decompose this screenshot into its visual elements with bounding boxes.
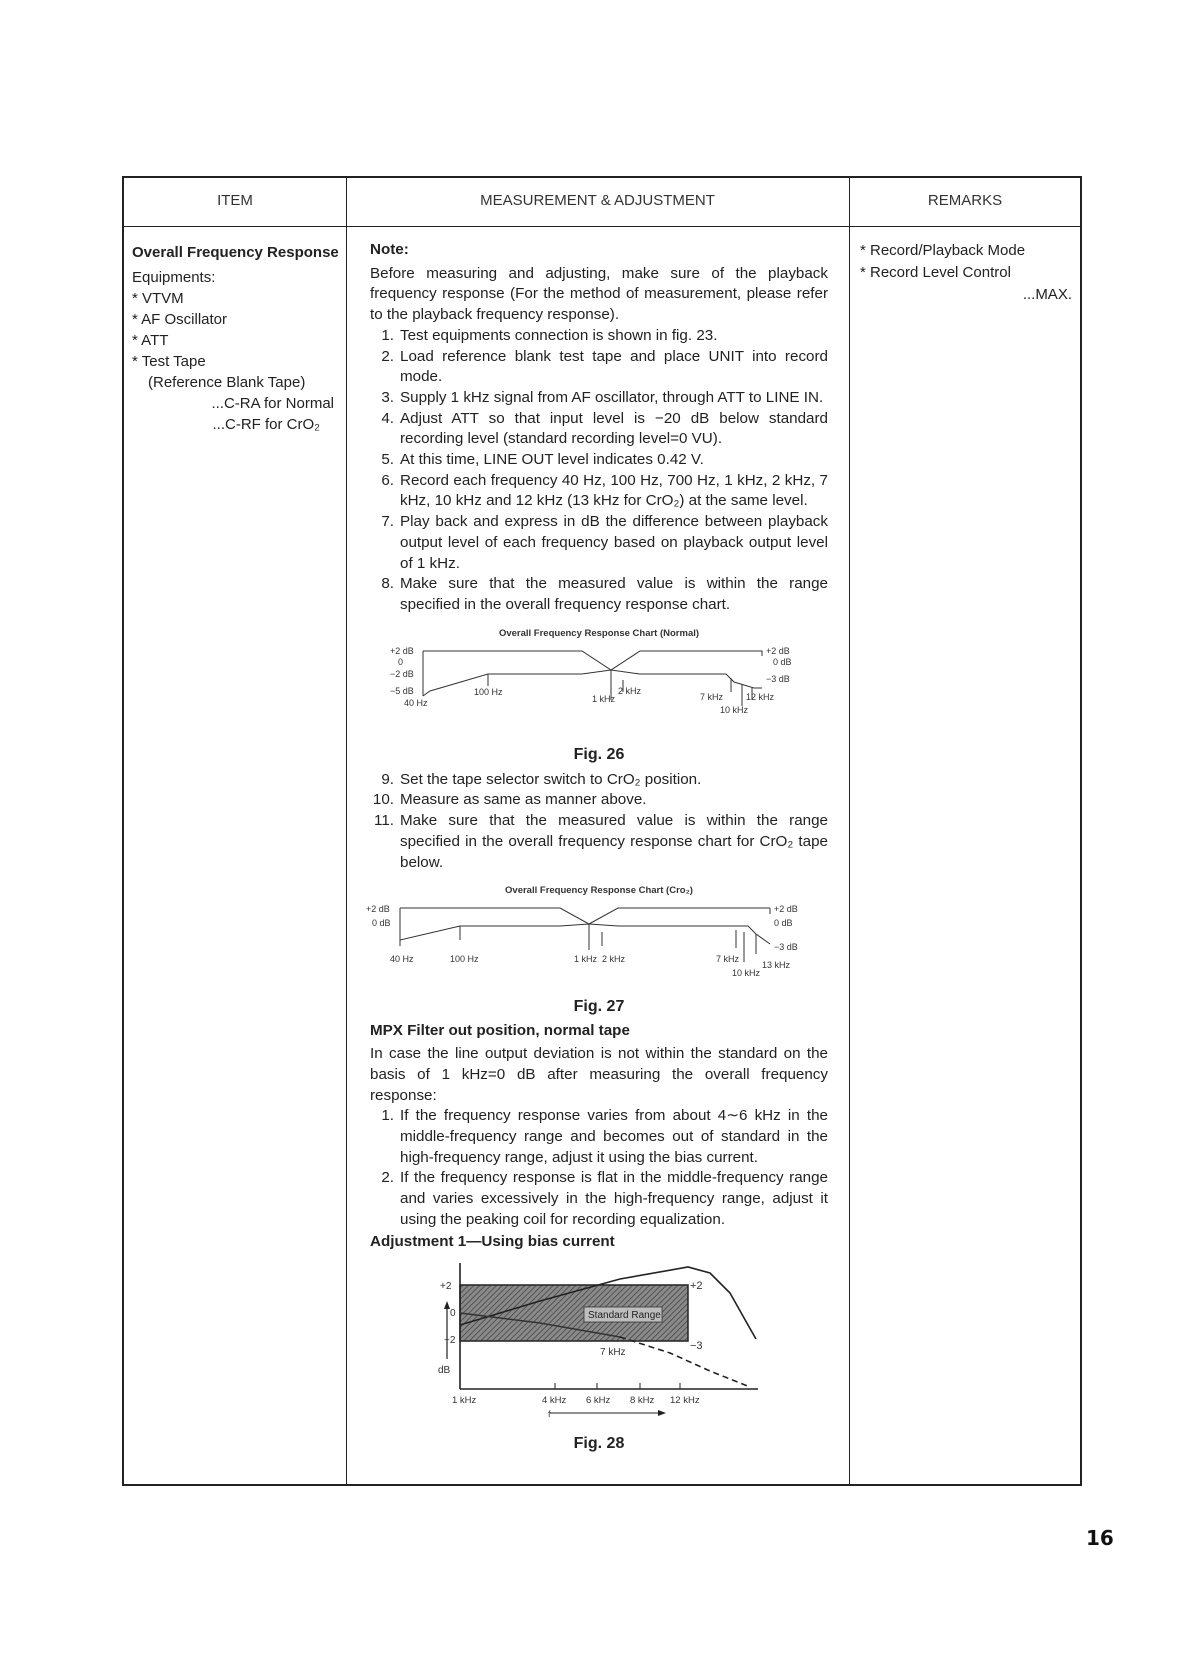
fig27-left-label: +2 dB (366, 903, 390, 914)
header-remarks: REMARKS (927, 192, 1003, 209)
step-text: At this time, LINE OUT level indicates 0.42 V. (400, 451, 704, 469)
equipment-item: * VTVM (132, 290, 184, 307)
fig28-y-unit: dB (438, 1365, 451, 1377)
step-number: 1. (381, 326, 394, 344)
list-item (370, 770, 828, 791)
fig28-caption: Fig. 28 (573, 1434, 625, 1452)
fig26-left-label: 0 (398, 657, 404, 668)
item-column (132, 242, 342, 435)
fig27-freq-label: 10 kHz (732, 967, 761, 978)
fig27-right-label: 0 dB (774, 917, 793, 928)
equipment-item: * ATT (132, 332, 169, 349)
steps-list-a (370, 326, 828, 616)
fig26-right-label: 0 dB (773, 657, 792, 668)
fig26-chart (370, 644, 828, 736)
fig26-freq-label: 7 kHz (700, 692, 724, 703)
step-number: 4. (381, 409, 394, 427)
step-number: 6. (381, 471, 394, 489)
column-divider (346, 178, 347, 1484)
note-label: Note: (370, 241, 409, 258)
fig28-x-label: 12 kHz (670, 1395, 700, 1407)
step-text: Make sure that the measured value is within the range specified in the overall frequency response chart for CrO₂ tape below. (400, 812, 828, 871)
fig28-y-label: −2 (444, 1335, 456, 1347)
fig26-upper-limit (423, 651, 762, 670)
step-text: Load reference blank test tape and place UNIT into record mode. (400, 347, 828, 386)
equipment-item: * AF Oscillator (132, 311, 228, 328)
fig28-y-label: +2 (440, 1281, 452, 1293)
tape-normal: ...C-RA for Normal (211, 395, 334, 412)
column-divider (849, 178, 850, 1484)
fig27-left-label: 0 dB (372, 917, 391, 928)
mpx-title: MPX Filter out position, normal tape (370, 1022, 630, 1040)
fig26-caption: Fig. 26 (573, 746, 625, 764)
steps-list-b (370, 770, 828, 874)
header-item: ITEM (217, 192, 253, 209)
fig28-x-label: 4 kHz (542, 1395, 567, 1407)
list-item (370, 450, 828, 471)
fig27-right-label: −3 dB (774, 941, 798, 952)
header-measurement: MEASUREMENT & ADJUSTMENT (480, 192, 715, 209)
fig27-chart (366, 902, 828, 988)
fig28-right-label: −3 (690, 1340, 703, 1353)
list-item (370, 388, 828, 409)
fig27-lower-limit (400, 924, 770, 946)
steps-list-c (370, 1106, 828, 1230)
remark-max: ...MAX. (1022, 286, 1072, 303)
step-number: 9. (381, 770, 394, 788)
fig28-x-label: 8 kHz (630, 1395, 655, 1407)
mpx-intro: In case the line output deviation is not within the standard on the basis of 1 kHz=0 dB after measuring the overall frequency response: (370, 1045, 828, 1104)
tape-note: (Reference Blank Tape) (148, 374, 306, 391)
list-item (370, 409, 828, 450)
step-number: 8. (381, 575, 394, 593)
fig26-right-label: −3 dB (766, 674, 790, 685)
fig26-left-label: +2 dB (390, 646, 414, 657)
fig27-freq-label: 7 kHz (716, 953, 740, 964)
fig27-right-label: +2 dB (774, 903, 798, 914)
fig26-freq-label: 100 Hz (474, 687, 503, 698)
step-number: 1. (381, 1107, 394, 1125)
intro-paragraph: Before measuring and adjusting, make sure of the playback frequency response (For the method of measurement, please refer to the playback frequency response). (370, 264, 828, 324)
page-number: 16 (1086, 1526, 1114, 1550)
fig27-freq-label: 1 kHz (574, 953, 598, 964)
step-text: Set the tape selector switch to CrO₂ position. (400, 770, 702, 788)
fig26-left-label: −5 dB (390, 686, 414, 697)
fig26-freq-label: 12 kHz (746, 692, 775, 703)
fig27-caption: Fig. 27 (573, 997, 625, 1015)
step-text: Adjust ATT so that input level is −20 dB below standard recording level (standard recording level=0 VU). (400, 409, 828, 448)
step-text: If the frequency response is flat in the middle-frequency range and varies excessively in the high-frequency range, adjust it using the peaking coil for recording equalization. (400, 1169, 828, 1228)
step-text: Make sure that the measured value is within the range specified in the overall frequency response chart. (400, 575, 828, 613)
list-item (370, 574, 828, 615)
fig26-left-label: −2 dB (390, 669, 414, 680)
step-number: 2. (381, 1169, 394, 1187)
measurement-column (366, 240, 828, 1459)
step-number: 7. (381, 513, 394, 531)
fig26-right-label: +2 dB (766, 646, 790, 657)
fig28-response-curve-dashed (620, 1337, 750, 1387)
remarks-column (860, 240, 1072, 306)
step-number: 5. (381, 451, 394, 469)
fig26-title: Overall Frequency Response Chart (Normal) (498, 627, 700, 639)
fig27-freq-label: 40 Hz (390, 953, 414, 964)
step-text: Test equipments connection is shown in fig. 23. (400, 326, 718, 344)
list-item (370, 512, 828, 574)
fig28-marker-label: 7 kHz (600, 1347, 626, 1359)
step-text: Supply 1 kHz signal from AF oscillator, through ATT to LINE IN. (400, 388, 824, 406)
equipments-label: Equipments: (132, 269, 216, 286)
fig28-chart (370, 1253, 828, 1425)
step-text: Measure as same as manner above. (400, 791, 647, 809)
remark-line: * Record Level Control (860, 264, 1011, 281)
list-item (370, 1106, 828, 1168)
fig26-freq-label: 2 kHz (618, 686, 642, 697)
step-text: Play back and express in dB the difference between playback output level of each frequency based on playback output level of 1 kHz. (400, 513, 828, 572)
list-item (370, 790, 828, 811)
step-text: If the frequency response varies from about 4∼6 kHz in the middle-frequency range and becomes out of standard in the high-frequency range, adjust it using the bias current. (400, 1107, 828, 1166)
step-number: 10. (372, 791, 394, 809)
equipment-item: * Test Tape (132, 353, 206, 370)
fig28-x-label: 1 kHz (452, 1395, 477, 1407)
fig28-x-unit: f (548, 1409, 551, 1420)
fig27-freq-label: 2 kHz (602, 953, 626, 964)
list-item (370, 1168, 828, 1230)
list-item (370, 326, 828, 347)
step-text: Record each frequency 40 Hz, 100 Hz, 700 Hz, 1 kHz, 2 kHz, 7 kHz, 10 kHz and 12 kHz (13 kHz for CrO₂) at the same level. (400, 471, 828, 510)
item-title: Overall Frequency Response (132, 244, 339, 261)
fig27-freq-label: 13 kHz (762, 959, 791, 970)
step-number: 3. (381, 388, 394, 406)
list-item (370, 811, 828, 873)
step-number: 2. (381, 347, 394, 365)
tape-cro2: ...C-RF for CrO₂ (212, 416, 320, 433)
step-number: 11. (374, 812, 394, 830)
fig28-right-label: +2 (690, 1280, 703, 1293)
fig28-x-label: 6 kHz (586, 1395, 611, 1407)
list-item (370, 347, 828, 388)
fig27-freq-label: 100 Hz (450, 953, 479, 964)
fig26-freq-label: 40 Hz (404, 698, 428, 709)
fig27-upper-limit (400, 908, 770, 924)
fig26-freq-label: 10 kHz (720, 705, 749, 716)
standard-range-label: Standard Range (588, 1310, 661, 1322)
remark-line: * Record/Playback Mode (860, 242, 1026, 259)
adjustment-table (122, 176, 1082, 1486)
adjustment-title: Adjustment 1—Using bias current (370, 1233, 615, 1251)
fig28-y-label: 0 (450, 1308, 456, 1320)
header-divider (124, 226, 1080, 227)
fig26-freq-label: 1 kHz (592, 694, 616, 705)
fig27-title: Overall Frequency Response Chart (Cro₂) (505, 885, 693, 897)
list-item (370, 471, 828, 512)
